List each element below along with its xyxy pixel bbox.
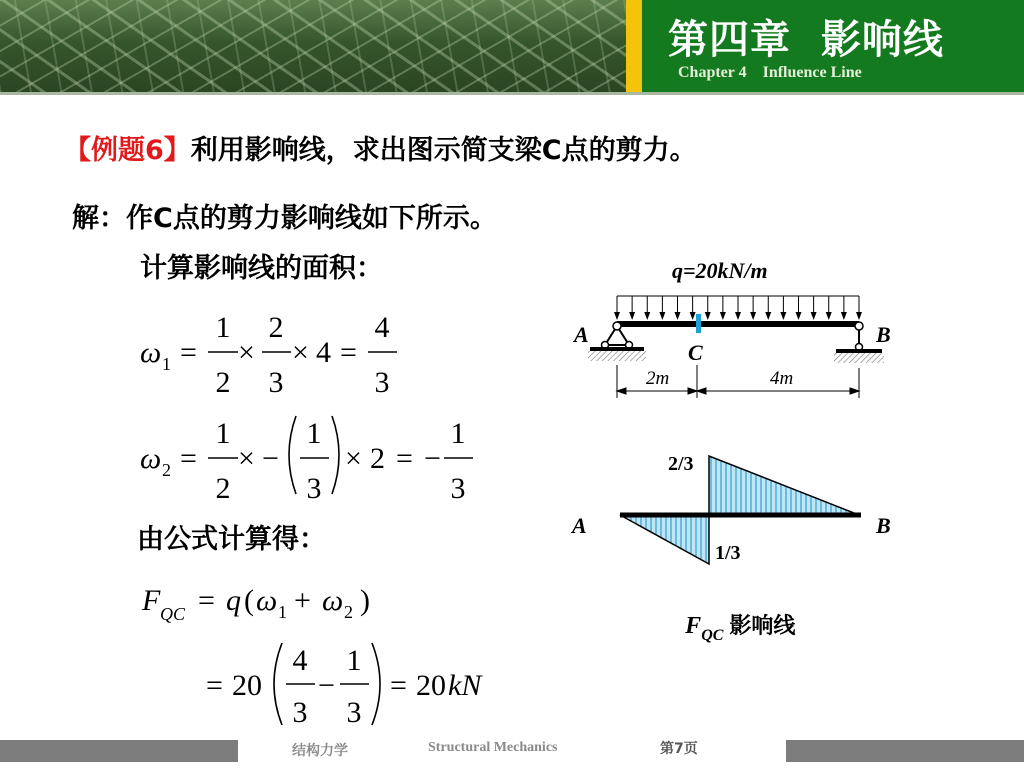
omega1-times2: × [292,336,309,369]
footer-course-en: Structural Mechanics [428,740,558,755]
load-arrow-head [644,312,650,320]
result-equals2: = [390,669,407,702]
omega2-times2: × [345,442,362,475]
result-frac-b-den: 3 [346,696,362,729]
result-right-paren [372,643,380,725]
omega2-times1: × [238,442,255,475]
load-label: q=20kN/m [672,258,768,283]
support-a [588,322,646,361]
load-arrow-head [614,312,620,320]
result-minus: − [318,669,335,702]
caption-text: 影响线 [729,614,796,639]
beam-label-c: C [688,340,703,365]
footer-course-cn: 结构力学 [292,743,348,759]
result-unit: kN [448,669,482,702]
load-arrow-head [690,312,696,320]
omega2-frac2-den: 3 [306,472,322,505]
omega2-result-den: 3 [450,472,466,505]
fqc-plus: + [294,584,311,617]
load-arrow-head [629,312,635,320]
omega1-equals: = [180,336,197,369]
omega2-factor: 2 [370,442,385,475]
omega1-equals2: = [340,336,357,369]
omega2-equals: = [180,442,197,475]
formula-heading: 由公式计算得： [137,524,326,555]
omega2-left-paren [289,416,296,494]
area-heading: 计算影响线的面积： [140,253,383,284]
omega2-frac1-num: 1 [215,417,231,450]
load-arrow-head [675,312,681,320]
top-ordinate-label: 2/3 [668,453,694,475]
fqc-rparen: ) [360,584,370,617]
load-arrow-head [841,312,847,320]
omega2-result-num: 1 [450,417,466,450]
omega1-result-num: 4 [374,311,390,344]
omega2-equals2: = [396,442,413,475]
chapter-subtitle: Chapter 4 Influence Line [678,64,862,81]
load-arrow-head [826,312,832,320]
result-coef: 20 [232,669,262,702]
banner-accent-stripe [626,0,642,95]
omega1-subscript: 1 [162,354,171,374]
section-c-marker [696,314,701,333]
fqc-sub1: 1 [278,602,287,622]
load-arrow-head [780,312,786,320]
fqc-sub2: 2 [344,602,353,622]
omega2-subscript: 2 [162,460,171,480]
load-arrow-head [735,312,741,320]
result-frac-a-num: 4 [292,644,308,677]
bottom-ordinate-label: 1/3 [715,542,741,564]
load-arrow-head [811,312,817,320]
result-left-paren [274,643,282,725]
fqc-q: q [226,584,241,617]
result-frac-b-num: 1 [346,644,362,677]
example-tag: 【例题6】 [64,135,191,166]
fqc-omega2: ω [322,584,344,617]
chapter-title: 第四章 影响线 [668,17,944,63]
fqc-equals: = [198,584,215,617]
footer-bar-right [786,740,1024,762]
omega1-frac1-den: 2 [215,366,231,399]
omega1-factor: 4 [316,336,331,369]
load-arrow-head [705,312,711,320]
influence-label-a: A [572,513,587,538]
omega2-minus2: − [424,442,441,475]
fqc-lparen: ( [244,584,254,617]
result-equals: = [206,669,223,702]
result-frac-a-den: 3 [292,696,308,729]
dim-right-label: 4m [770,368,794,389]
omega1-frac1-num: 1 [215,311,231,344]
negative-region [620,515,709,564]
footer-page-number: 第7页 [660,741,698,757]
load-arrow-head [720,312,726,320]
omega1-times1: × [238,336,255,369]
load-arrow-head [750,312,756,320]
omega1-frac2-den: 3 [268,366,284,399]
load-arrow-head [659,312,665,320]
omega1-result-den: 3 [374,366,390,399]
caption-sub: QC [701,627,724,644]
omega2-symbol: ω [140,442,162,475]
load-arrow-head [856,312,862,320]
fqc-symbol: F [142,584,161,617]
fqc-subscript: QC [160,604,186,624]
influence-label-b: B [876,513,891,538]
influence-caption [675,590,796,644]
omega2-right-paren [332,416,339,494]
positive-region [709,456,859,515]
beam-diagram [560,250,900,410]
result-value: 20 [416,669,446,702]
caption-f: F [685,613,702,639]
omega1-symbol: ω [140,336,162,369]
fqc-omega1: ω [256,584,278,617]
load-arrow-head [765,312,771,320]
omega1-frac2-num: 2 [268,311,284,344]
solution-intro: 解：作C点的剪力影响线如下所示。 [72,203,497,234]
omega2-frac1-den: 2 [215,472,231,505]
example-text: 利用影响线，求出图示简支梁C点的剪力。 [190,135,697,166]
footer-bar-left [0,740,238,762]
beam-label-b: B [876,322,891,347]
omega2-frac2-num: 1 [306,417,322,450]
omega2-minus: − [262,442,279,475]
load-arrows [614,296,862,320]
footer [0,738,1024,768]
dim-left-label: 2m [646,368,670,389]
load-arrow-head [796,312,802,320]
beam-label-a: A [574,322,589,347]
influence-line-diagram [560,440,900,580]
